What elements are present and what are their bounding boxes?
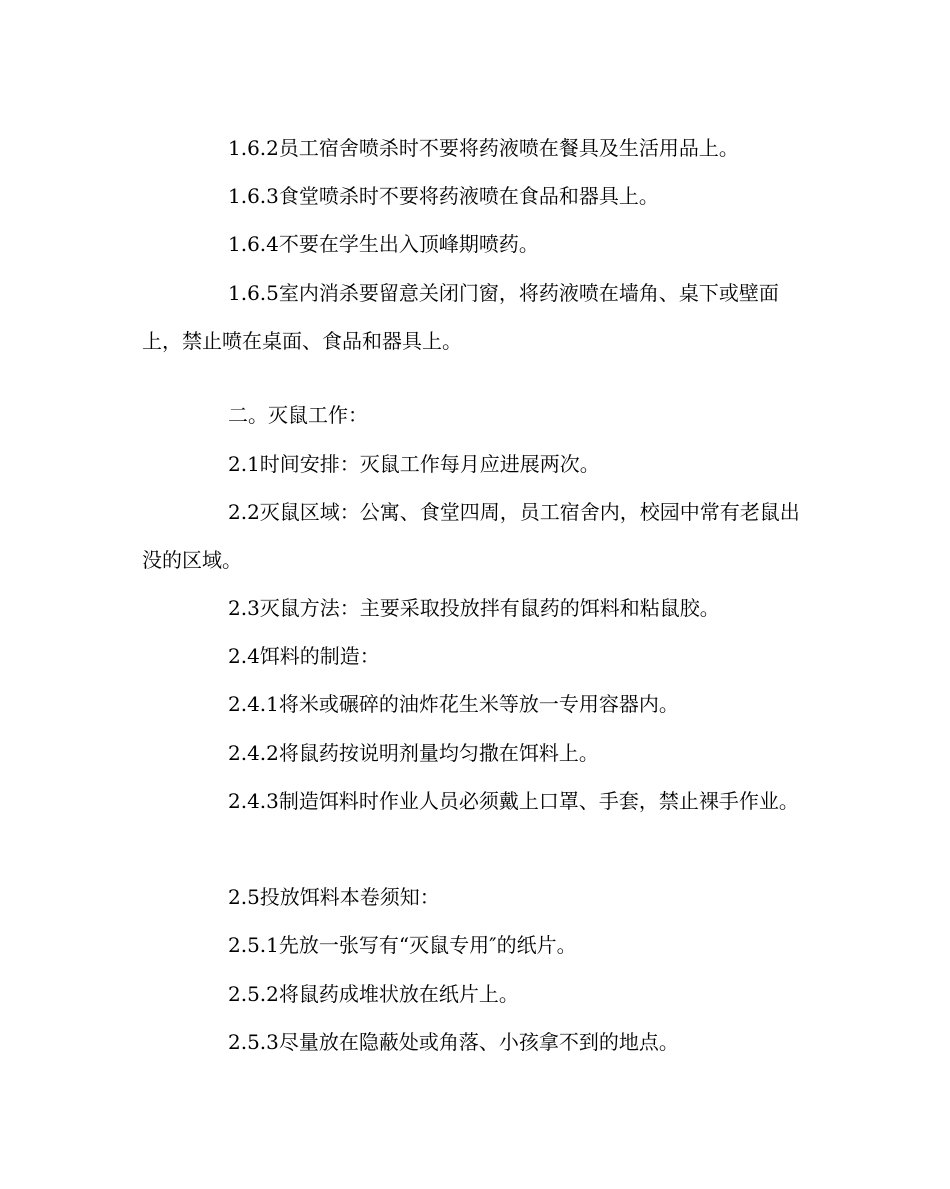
- paragraph-1-6-5: 1.6.5室内消杀要留意关闭门窗，将药液喷在墙角、桌下或壁面上，禁止喷在桌面、食品和器具上。: [142, 281, 779, 353]
- paragraph-2-2: 2.2灭鼠区域：公寓、食堂四周，员工宿舍内，校园中常有老鼠出没的区域。: [142, 500, 800, 572]
- paragraph-1-6-4: 1.6.4不要在学生出入顶峰期喷药。: [228, 232, 539, 256]
- paragraph-2-5-3: 2.5.3尽量放在隐蔽处或角落、小孩拿不到的地点。: [228, 1030, 679, 1054]
- paragraph-2-4-2: 2.4.2将鼠药按说明剂量均匀撒在饵料上。: [228, 741, 599, 765]
- paragraph-2-1: 2.1时间安排：灭鼠工作每月应进展两次。: [228, 452, 600, 476]
- paragraph-2-5-2: 2.5.2将鼠药成堆状放在纸片上。: [228, 982, 519, 1006]
- paragraph-2-4-3: 2.4.3制造饵料时作业人员必须戴上口罩、手套，禁止裸手作业。: [228, 789, 799, 813]
- paragraph-2-5-1: 2.5.1先放一张写有“灭鼠专用″的纸片。: [228, 933, 577, 957]
- paragraph-1-6-2: 1.6.2员工宿舍喷杀时不要将药液喷在餐具及生活用品上。: [228, 136, 739, 160]
- paragraph-2-4: 2.4饵料的制造：: [228, 644, 380, 668]
- paragraph-2-3: 2.3灭鼠方法：主要采取投放拌有鼠药的饵料和粘鼠胶。: [228, 596, 720, 620]
- section-heading-rodent-control: 二。灭鼠工作：: [228, 403, 368, 427]
- paragraph-2-4-1: 2.4.1将米或碾碎的油炸花生米等放一专用容器内。: [228, 692, 679, 716]
- paragraph-1-6-3: 1.6.3食堂喷杀时不要将药液喷在食品和器具上。: [228, 184, 659, 208]
- paragraph-2-5: 2.5投放饵料本卷须知：: [228, 885, 440, 909]
